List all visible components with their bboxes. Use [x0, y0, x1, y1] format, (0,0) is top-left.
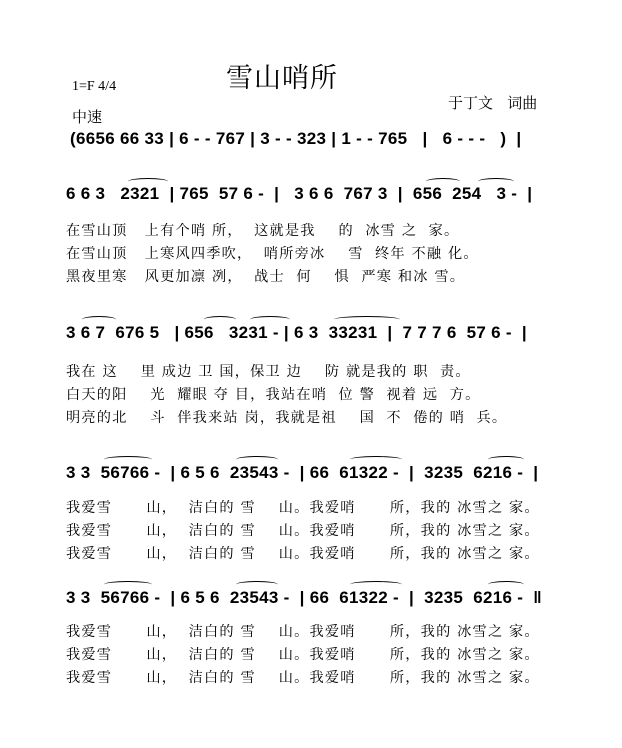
slur-mark [128, 178, 168, 185]
intro-notation: (6656 66 33 | 6 - - 767 | 3 - - 323 | 1 - - 765 | 6 - - - ) | [70, 129, 522, 148]
slur-mark [250, 316, 290, 323]
score-line-2: 3 6 7 676 5 | 656 3231 - | 6 3 33231 | 7 7 7 6 57 6 - | [66, 323, 527, 342]
slur-mark [236, 581, 278, 588]
tempo-marking: 中速 [72, 108, 103, 126]
slur-mark [204, 316, 236, 323]
lyric-line: 我爱雪 山， 洁白的 雪 山。我爱哨 所，我的 冰雪之 家。 [66, 500, 540, 516]
slur-mark [488, 581, 524, 588]
score-line-3: 3 3 56766 - | 6 5 6 23543 - | 66 61322 - | 3235 6216 - | [66, 463, 539, 482]
author-credit: 于丁文 词曲 [448, 94, 538, 112]
lyric-line: 我爱雪 山， 洁白的 雪 山。我爱哨 所，我的 冰雪之 家。 [66, 647, 540, 663]
slur-mark [334, 316, 400, 323]
lyric-line: 白天的阳 光 耀眼 夺 目，我站在哨 位 警 视着 远 方。 [66, 387, 481, 403]
lyric-line: 明亮的北 斗 伴我来站 岗，我就是祖 国 不 倦的 哨 兵。 [66, 410, 508, 426]
slur-mark [104, 456, 152, 463]
song-title: 雪山哨所 [226, 63, 338, 94]
slur-mark [350, 581, 402, 588]
lyric-line: 我爱雪 山， 洁白的 雪 山。我爱哨 所，我的 冰雪之 家。 [66, 546, 540, 562]
slur-mark [104, 581, 152, 588]
slur-mark [236, 456, 278, 463]
lyric-line: 我在 这 里 成边 卫 国，保卫 边 防 就是我的 职 责。 [66, 364, 471, 380]
slur-mark [478, 178, 514, 185]
lyric-line: 在雪山顶 上有个哨 所， 这就是我 的 冰雪 之 家。 [66, 223, 460, 239]
slur-mark [488, 456, 524, 463]
slur-mark [350, 456, 402, 463]
lyric-line: 我爱雪 山， 洁白的 雪 山。我爱哨 所，我的 冰雪之 家。 [66, 523, 540, 539]
lyric-line: 黑夜里寒 风更加凛 冽， 战士 何 惧 严寒 和冰 雪。 [66, 269, 466, 285]
score-line-1: 6 6 3 2321 | 765 57 6 - | 3 6 6 767 3 | 656 254 3 - | [66, 184, 533, 203]
key-signature: 1=F 4/4 [72, 79, 117, 94]
slur-mark [82, 316, 116, 323]
slur-mark [426, 178, 460, 185]
score-line-4: 3 3 56766 - | 6 5 6 23543 - | 66 61322 - | 3235 6216 - ‖ [66, 588, 543, 607]
lyric-line: 我爱雪 山， 洁白的 雪 山。我爱哨 所，我的 冰雪之 家。 [66, 624, 540, 640]
lyric-line: 在雪山顶 上寒风四季吹， 哨所旁冰 雪 终年 不融 化。 [66, 246, 479, 262]
lyric-line: 我爱雪 山， 洁白的 雪 山。我爱哨 所，我的 冰雪之 家。 [66, 670, 540, 686]
